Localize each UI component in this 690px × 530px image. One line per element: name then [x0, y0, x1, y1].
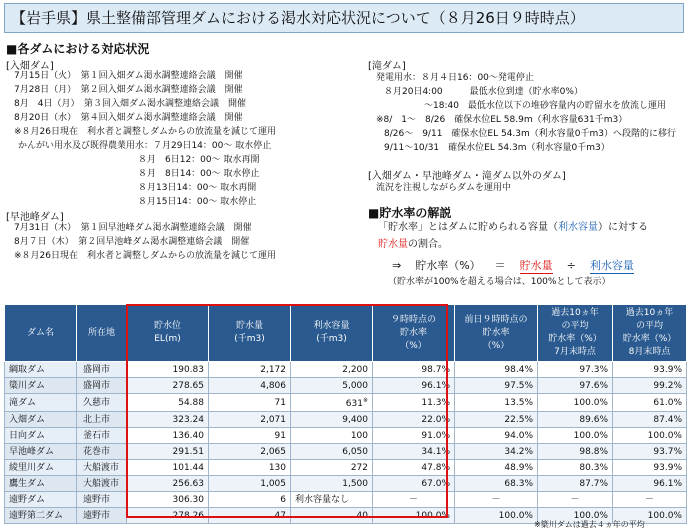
cell-level-value: 54.88: [178, 397, 204, 408]
header-location: 所在地: [77, 305, 127, 362]
dam-table-body: [5, 362, 687, 524]
iriwata-line: ８月15日14：00～ 取水停止: [138, 197, 257, 207]
cell-volume: [209, 476, 291, 492]
cell-capacity-value: 6,050: [342, 446, 368, 457]
cell-capacity: [291, 476, 373, 492]
taki-line: 発電用水：８月４日16：00～発電停止: [376, 73, 534, 83]
cell-rate9-value: 100.0%: [415, 510, 450, 521]
cell-capacity: [291, 428, 373, 444]
cell-avg7: [538, 444, 613, 460]
formula: [392, 257, 648, 274]
cell-prev-value: 100.0%: [498, 510, 533, 521]
cell-avg7: [538, 362, 613, 378]
cell-volume-value: 6: [280, 494, 286, 505]
explanation-line2-b: の割合。: [408, 239, 448, 250]
table-row: [5, 428, 687, 444]
iriwata-line: 8月20日（水） 第４回入畑ダム渇水調整連絡会議 開催: [14, 113, 243, 123]
cell-volume: [209, 412, 291, 428]
cell-name: [5, 508, 77, 524]
table-header-row: [5, 305, 687, 362]
cell-volume-value: 1,005: [260, 478, 286, 489]
cell-avg7: [538, 428, 613, 444]
cell-prev-value: 34.2%: [504, 446, 533, 457]
cell-name: [5, 378, 77, 394]
explanation-line1: [378, 222, 648, 234]
cell-loc-value: 北上市: [83, 414, 111, 425]
cell-name: [5, 492, 77, 508]
header-prev: 前日９時時点の 貯水率 （%）: [455, 305, 538, 362]
cell-rate9-value: －: [408, 494, 418, 505]
cell-capacity: [291, 362, 373, 378]
cell-rate9-value: 91.0%: [421, 430, 450, 441]
formula-eq: ＝: [494, 259, 506, 272]
cell-loc: [77, 460, 127, 476]
cell-loc-value: 花巻市: [83, 446, 111, 457]
cell-capacity-value: 272: [350, 462, 368, 473]
cell-avg8-value: －: [644, 494, 654, 505]
cell-loc: [77, 394, 127, 412]
formula-denominator: 利水容量: [589, 259, 634, 272]
cell-level: [127, 362, 209, 378]
cell-capacity-value: 1,500: [342, 478, 368, 489]
cell-avg8-value: 96.1%: [653, 478, 682, 489]
cell-level-value: 323.24: [172, 414, 204, 425]
cell-avg7-value: 97.3%: [579, 364, 608, 375]
cell-avg7: [538, 460, 613, 476]
cell-level: [127, 394, 209, 412]
cell-capacity-value: 631: [345, 399, 363, 409]
taki-line: ※8/ 1～ 8/26 確保水位EL 58.9m（利水容量631千m3）: [376, 115, 628, 125]
cell-volume: [209, 378, 291, 394]
cell-name-value: 入畑ダム: [9, 414, 46, 425]
cell-loc: [77, 508, 127, 524]
iriwata-line: ※８月26日現在 利水者と調整しダムからの放流量を減じて運用: [14, 127, 276, 137]
formula-numerator: 貯水量: [519, 259, 553, 272]
cell-volume-value: 4,806: [260, 380, 286, 391]
cell-avg7-value: －: [570, 494, 580, 505]
cell-name: [5, 476, 77, 492]
cell-prev-value: 68.3%: [504, 478, 533, 489]
table-row: [5, 412, 687, 428]
cell-rate9: [373, 476, 455, 492]
sotsukumine-line: 7月31日（木） 第１回早池峰ダム渇水調整連絡会議 開催: [14, 223, 252, 233]
formula-div: ÷: [566, 259, 576, 272]
cell-prev: [455, 394, 538, 412]
cell-name-value: 滝ダム: [9, 397, 37, 408]
table-row: [5, 378, 687, 394]
sotsukumine-line: ※８月26日現在 利水者と調整しダムからの放流量を減じて運用: [14, 251, 276, 261]
cell-avg8-value: 93.9%: [653, 462, 682, 473]
cell-avg8-value: 100.0%: [647, 430, 682, 441]
cell-avg7-value: 87.7%: [579, 478, 608, 489]
cell-prev-value: 98.4%: [504, 364, 533, 375]
cell-prev: [455, 428, 538, 444]
page-title: 【岩手県】県土整備部管理ダムにおける渇水対応状況について（８月26日９時時点）: [4, 3, 684, 33]
iriwata-line: ８月 8日14：00～ 取水停止: [138, 169, 260, 179]
dam-table: [4, 304, 687, 524]
cell-level-value: 278.65: [172, 380, 204, 391]
iriwata-line: 7月28日（月） 第２回入畑ダム渇水調整連絡会議 開催: [14, 85, 243, 95]
cell-volume-value: 47: [274, 510, 286, 521]
cell-rate9-value: 67.0%: [421, 478, 450, 489]
explanation-line2: [378, 239, 448, 251]
sotsukumine-line: 8月７日（木） 第２回早池峰ダム渇水調整連絡会議 開催: [14, 237, 250, 247]
cell-avg7-value: 100.0%: [573, 397, 608, 408]
cell-capacity-value: 2,200: [342, 364, 368, 375]
cell-capacity: [291, 508, 373, 524]
cell-volume: [209, 508, 291, 524]
cell-level-value: 256.63: [172, 478, 204, 489]
table-row: [5, 460, 687, 476]
header-capacity: 利水容量 (千m3): [291, 305, 373, 362]
cell-level-value: 306.30: [172, 494, 204, 505]
cell-name-value: 早池峰ダム: [9, 446, 55, 457]
formula-lhs: 貯水率（%）: [415, 259, 481, 272]
cell-prev: [455, 444, 538, 460]
cell-avg8-value: 93.7%: [653, 446, 682, 457]
cell-avg8: [613, 394, 687, 412]
cell-prev: [455, 378, 538, 394]
cell-rate9: [373, 378, 455, 394]
cell-rate9: [373, 444, 455, 460]
cell-prev: [455, 492, 538, 508]
cell-rate9: [373, 508, 455, 524]
cell-level: [127, 460, 209, 476]
cell-loc-value: 遠野市: [83, 510, 111, 521]
cell-loc-value: 盛岡市: [83, 364, 111, 375]
taki-line: 9/11～10/31 確保水位EL 54.3m（利水容量0千m3）: [384, 143, 610, 153]
cell-level-value: 190.83: [172, 364, 204, 375]
cell-name: [5, 428, 77, 444]
cell-volume-value: 2,172: [260, 364, 286, 375]
cell-loc-value: 久慈市: [83, 397, 111, 408]
cell-avg7-value: 97.6%: [579, 380, 608, 391]
cell-avg7-value: 100.0%: [573, 430, 608, 441]
cell-name-value: 日向ダム: [9, 430, 46, 441]
cell-level-value: 278.26: [172, 510, 204, 521]
cell-loc: [77, 476, 127, 492]
others-text: 流況を注視しながらダムを運用中: [376, 183, 512, 193]
cell-avg8: [613, 362, 687, 378]
cell-level: [127, 492, 209, 508]
table-row: [5, 362, 687, 378]
cell-level: [127, 508, 209, 524]
cell-rate9: [373, 394, 455, 412]
cell-loc: [77, 362, 127, 378]
cell-prev-value: 97.5%: [504, 380, 533, 391]
header-name: ダム名: [5, 305, 77, 362]
cell-avg7-value: 80.3%: [579, 462, 608, 473]
sotsukumine-label: [早池峰ダム]: [6, 212, 64, 223]
cell-capacity: [291, 492, 373, 508]
cell-avg7: [538, 378, 613, 394]
cell-name-value: 綱取ダム: [9, 364, 46, 375]
cell-capacity: [291, 378, 373, 394]
cell-name: [5, 460, 77, 476]
cell-level-value: 101.44: [172, 462, 204, 473]
cell-name-value: 綾里川ダム: [9, 462, 55, 473]
cell-capacity: [291, 460, 373, 476]
cell-rate9-value: 34.1%: [421, 446, 450, 457]
cell-name: [5, 412, 77, 428]
iriwata-line: 8月 4日（月） 第３回入畑ダム渇水調整連絡会議 開催: [14, 99, 246, 109]
cell-avg7: [538, 476, 613, 492]
cell-loc-value: 釜石市: [83, 430, 111, 441]
table-row: [5, 492, 687, 508]
cell-rate9-value: 96.1%: [421, 380, 450, 391]
cell-prev-value: 94.0%: [504, 430, 533, 441]
cell-avg8: [613, 492, 687, 508]
cell-prev: [455, 412, 538, 428]
explanation-capacity-term: 利水容量: [558, 222, 598, 233]
cell-avg7: [538, 492, 613, 508]
table-row: [5, 394, 687, 412]
cell-loc: [77, 492, 127, 508]
cell-rate9-value: 11.3%: [421, 397, 450, 408]
formula-arrow: ⇒: [392, 259, 402, 272]
cell-rate9-value: 47.8%: [421, 462, 450, 473]
cell-avg7: [538, 394, 613, 412]
header-rate9: ９時時点の 貯水率 （%）: [373, 305, 455, 362]
cell-avg8: [613, 378, 687, 394]
cell-prev-value: 22.5%: [504, 414, 533, 425]
cell-volume-value: 130: [268, 462, 286, 473]
cell-avg8-value: 100.0%: [647, 510, 682, 521]
cell-rate9-value: 98.7%: [421, 364, 450, 375]
cell-avg8-value: 99.2%: [653, 380, 682, 391]
cell-avg8: [613, 476, 687, 492]
iriwata-line: 7月15日（火） 第１回入畑ダム渇水調整連絡会議 開催: [14, 71, 243, 81]
cell-rate9: [373, 460, 455, 476]
iriwata-line: かんがい用水及び既得農業用水：７月29日14：00～ 取水停止: [18, 141, 272, 151]
cell-volume-value: 71: [274, 397, 286, 408]
iriwata-line: ８月 6日12：00～ 取水再開: [138, 155, 260, 165]
cell-level: [127, 412, 209, 428]
explanation-volume-term: 貯水量: [378, 239, 408, 250]
taki-label: [滝ダム]: [368, 61, 406, 72]
cell-avg7-value: 98.8%: [579, 446, 608, 457]
cell-capacity: [291, 412, 373, 428]
cell-level: [127, 378, 209, 394]
cell-loc: [77, 412, 127, 428]
cell-volume: [209, 444, 291, 460]
cell-avg7-value: 89.6%: [579, 414, 608, 425]
cell-volume-value: 2,071: [260, 414, 286, 425]
cell-loc: [77, 444, 127, 460]
cell-name-value: 鷹生ダム: [9, 478, 46, 489]
cell-capacity-value: 100: [350, 430, 368, 441]
table-row: [5, 476, 687, 492]
header-volume: 貯水量 (千m3): [209, 305, 291, 362]
cell-prev-value: 13.5%: [504, 397, 533, 408]
cell-prev: [455, 508, 538, 524]
cell-avg8: [613, 428, 687, 444]
taki-line: ～18:40 最低水位以下の堆砂容量内の貯留水を放流し運用: [424, 101, 666, 111]
cell-avg8: [613, 460, 687, 476]
cell-capacity-value: 利水容量なし: [295, 494, 350, 505]
cell-rate9: [373, 428, 455, 444]
cell-name: [5, 394, 77, 412]
cell-volume-value: 91: [274, 430, 286, 441]
cell-name-value: 遠野ダム: [9, 494, 46, 505]
others-label: [入畑ダム・早池峰ダム・滝ダム以外のダム]: [368, 171, 566, 182]
cell-name-value: 遠野第二ダム: [9, 510, 64, 521]
cell-prev-value: －: [491, 494, 501, 505]
cell-prev-value: 48.9%: [504, 462, 533, 473]
explanation-line1-c: ）に対する: [598, 222, 648, 233]
cell-loc-value: 盛岡市: [83, 380, 111, 391]
cell-avg8-value: 87.4%: [653, 414, 682, 425]
cell-name: [5, 444, 77, 460]
cell-avg7-value: 100.0%: [573, 510, 608, 521]
taki-line: ８月20日4:00 最低水位到達（貯水率0%）: [384, 87, 583, 97]
cell-avg7: [538, 412, 613, 428]
cell-capacity: [291, 444, 373, 460]
iriwata-label: [入畑ダム]: [6, 61, 54, 72]
cell-avg8: [613, 412, 687, 428]
iriwata-line: ８月13日14：00～ 取水再開: [138, 183, 257, 193]
explanation-heading: ■貯水率の解説: [368, 206, 452, 220]
capacity-footnote-mark: ※: [362, 397, 368, 404]
header-level: 貯水位 EL(m): [127, 305, 209, 362]
cell-loc-value: 大船渡市: [83, 478, 120, 489]
cell-rate9: [373, 362, 455, 378]
cell-volume: [209, 394, 291, 412]
section-heading: ■各ダムにおける対応状況: [6, 42, 150, 56]
header-avg8: 過去10ヵ年 の平均 貯水率（%） 8月末時点: [613, 305, 687, 362]
cell-rate9: [373, 492, 455, 508]
cell-name: [5, 362, 77, 378]
header-avg7: 過去10ヵ年 の平均 貯水率（%） 7月末時点: [538, 305, 613, 362]
cell-volume: [209, 492, 291, 508]
table-footnote: ※簗川ダムは過去４ヵ年の平均: [534, 520, 645, 529]
cell-volume: [209, 428, 291, 444]
cell-level: [127, 476, 209, 492]
cell-volume-value: 2,065: [260, 446, 286, 457]
cell-capacity: [291, 394, 373, 412]
cell-volume: [209, 460, 291, 476]
cell-rate9-value: 22.0%: [421, 414, 450, 425]
cell-rate9: [373, 412, 455, 428]
cell-prev: [455, 476, 538, 492]
table-row: [5, 444, 687, 460]
cell-capacity-value: 9,400: [342, 414, 368, 425]
cell-loc-value: 遠野市: [83, 494, 111, 505]
cell-avg8-value: 61.0%: [653, 397, 682, 408]
cell-level-value: 291.51: [172, 446, 204, 457]
cell-prev: [455, 362, 538, 378]
cell-avg8-value: 93.9%: [653, 364, 682, 375]
cell-volume: [209, 362, 291, 378]
cell-level: [127, 428, 209, 444]
cell-loc: [77, 428, 127, 444]
cell-capacity-value: 5,000: [342, 380, 368, 391]
cell-prev: [455, 460, 538, 476]
cell-loc: [77, 378, 127, 394]
cell-capacity-value: 40: [356, 510, 368, 521]
taki-line: 8/26～ 9/11 確保水位EL 54.3m（利水容量0千m3）へ段階的に移行: [384, 129, 677, 139]
explanation-note: （貯水率が100%を超える場合は、100%として表示）: [388, 277, 611, 287]
cell-level-value: 136.40: [172, 430, 204, 441]
cell-name-value: 簗川ダム: [9, 380, 46, 391]
cell-loc-value: 大船渡市: [83, 462, 120, 473]
cell-level: [127, 444, 209, 460]
explanation-line1-a: 「貯水率」とはダムに貯められる容量（: [378, 222, 558, 233]
cell-avg8: [613, 444, 687, 460]
